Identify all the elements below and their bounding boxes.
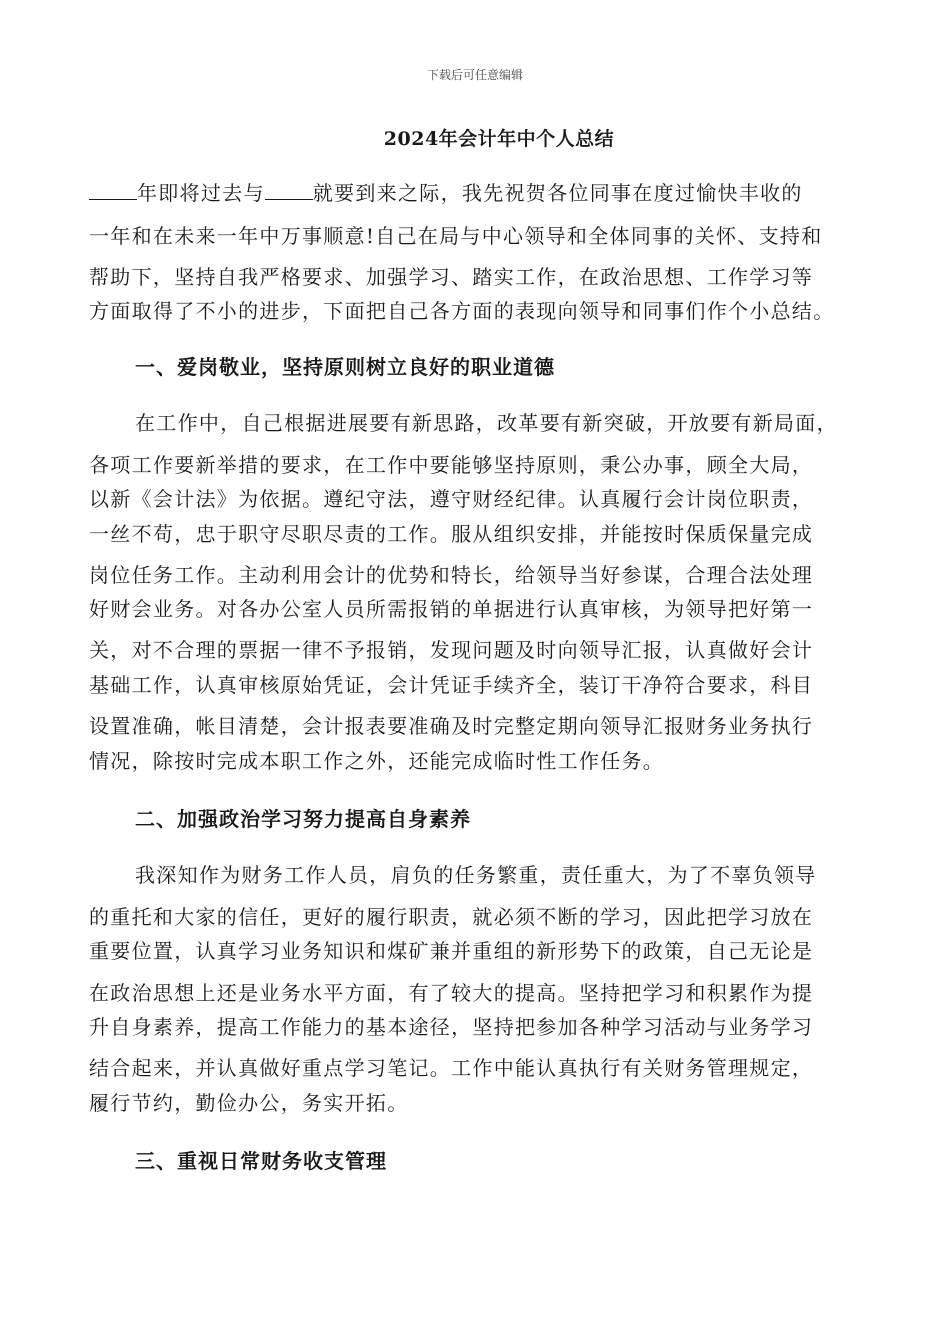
section1-line: 基础工作，认真审核原始凭证，会计凭证手续齐全，装订干净符合要求，科目 bbox=[89, 673, 814, 697]
intro-line bbox=[89, 181, 803, 205]
section-heading: 一、爱岗敬业，坚持原则树立良好的职业道德 bbox=[135, 355, 555, 379]
section2-line: 结合起来，并认真做好重点学习笔记。工作中能认真执行有关财务管理规定， bbox=[89, 1056, 814, 1080]
intro-text: 年即将过去与 bbox=[137, 181, 265, 205]
section2-line: 履行节约，勤俭办公，务实开拓。 bbox=[89, 1091, 409, 1115]
blank-underline bbox=[265, 181, 313, 200]
intro-line: 帮助下，坚持自我严格要求、加强学习、踏实工作，在政治思想、工作学习等 bbox=[89, 265, 814, 289]
section1-line: 情况，除按时完成本职工作之外，还能完成临时性工作任务。 bbox=[89, 749, 665, 773]
section2-line: 重要位置，认真学习业务知识和煤矿兼并重组的新形势下的政策，自己无论是 bbox=[89, 939, 814, 963]
section1-line: 一丝不苟，忠于职守尽职尽责的工作。服从组织安排，并能按时保质保量完成 bbox=[89, 522, 814, 546]
intro-line: 一年和在未来一年中万事顺意!自己在局与中心领导和全体同事的关怀、支持和 bbox=[89, 224, 823, 248]
header-note: 下载后可任意编辑 bbox=[426, 68, 523, 82]
section1-line: 关，对不合理的票据一律不予报销，发现问题及时向领导汇报，认真做好会计 bbox=[89, 638, 814, 662]
document-title: 2024年会计年中个人总结 bbox=[383, 128, 615, 150]
intro-text: 就要到来之际，我先祝贺各位同事在度过愉快丰收的 bbox=[312, 181, 803, 205]
section-heading: 三、重视日常财务收支管理 bbox=[135, 1149, 387, 1173]
section2-line: 在政治思想上还是业务水平方面，有了较大的提高。坚持把学习和积累作为提 bbox=[89, 981, 814, 1005]
section1-line: 设置准确，帐目清楚，会计报表要准确及时完整定期向领导汇报财务业务执行 bbox=[89, 714, 814, 738]
intro-line: 方面取得了不小的进步，下面把自己各方面的表现向领导和同事们作个小总结。 bbox=[89, 299, 835, 323]
section1-line: 各项工作要新举措的要求，在工作中要能够坚持原则，秉公办事，顾全大局， bbox=[89, 453, 814, 477]
section1-line: 在工作中，自己根据进展要有新思路，改革要有新突破，开放要有新局面， bbox=[135, 411, 838, 435]
section1-line: 好财会业务。对各办公室人员所需报销的单据进行认真审核，为领导把好第一 bbox=[89, 597, 814, 621]
section1-line: 岗位任务工作。主动利用会计的优势和特长，给领导当好参谋，合理合法处理 bbox=[89, 563, 814, 587]
section2-line: 的重托和大家的信任，更好的履行职责，就必须不断的学习，因此把学习放在 bbox=[89, 905, 814, 929]
section2-line: 我深知作为财务工作人员，肩负的任务繁重，责任重大，为了不辜负领导 bbox=[135, 863, 817, 887]
section2-line: 升自身素养，提高工作能力的基本途径，坚持把参加各种学习活动与业务学习 bbox=[89, 1015, 814, 1039]
section1-line: 以新《会计法》为依据。遵纪守法，遵守财经纪律。认真履行会计岗位职责， bbox=[89, 487, 814, 511]
blank-underline bbox=[89, 181, 137, 200]
section-heading: 二、加强政治学习努力提高自身素养 bbox=[135, 807, 471, 831]
